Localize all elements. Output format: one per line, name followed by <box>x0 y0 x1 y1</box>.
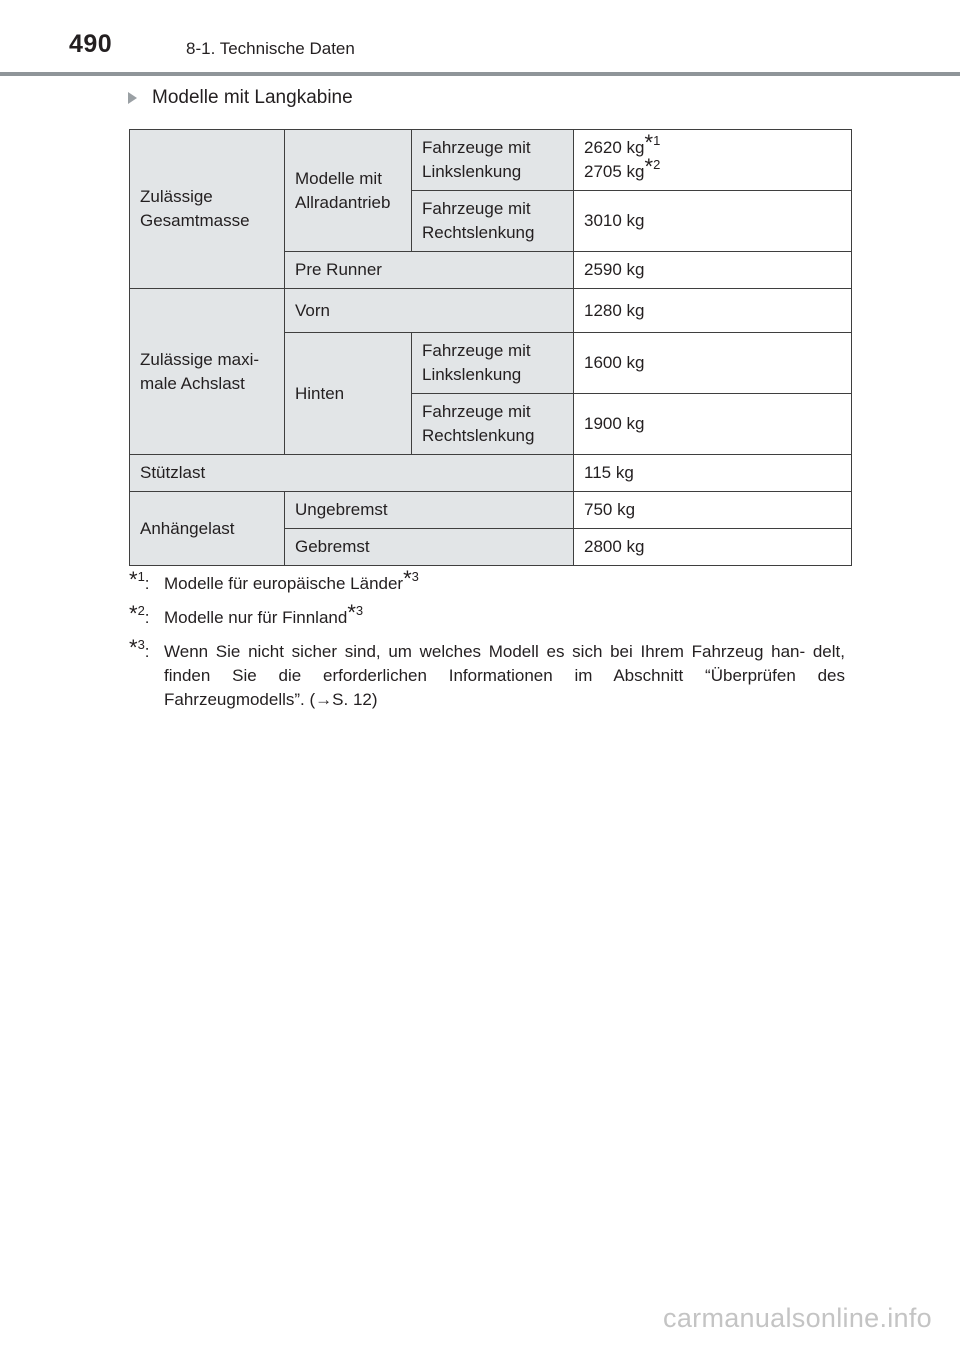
footnote-key: *$^1$: <box>129 567 150 593</box>
anhaengelast-label: Anhängelast <box>130 492 285 566</box>
footnotes <box>129 566 845 722</box>
footnote-item <box>129 635 845 712</box>
gebremst-value: 2800 kg <box>574 529 852 566</box>
allrad-label: Modelle mit Allradantrieb <box>285 130 412 252</box>
weight-spec-table <box>129 129 852 566</box>
footnote-key: *$^2$: <box>129 601 150 627</box>
footnote-item <box>129 600 845 630</box>
ungebremst-label: Ungebremst <box>285 492 574 529</box>
footnote-mark: * <box>644 154 654 179</box>
footnote-text: Modelle für europäische Länder*$^3$ <box>164 566 419 593</box>
stuetzlast-value: 115 kg <box>574 455 852 492</box>
prerunner-label: Pre Runner <box>285 252 574 289</box>
gebremst-label: Gebremst <box>285 529 574 566</box>
footnote-text: Modelle nur für Finnland*$^3$ <box>164 600 364 627</box>
section-title: 8-1. Technische Daten <box>186 39 355 58</box>
subsection-title-text: Modelle mit Langkabine <box>152 87 353 108</box>
footnote-item <box>129 566 845 596</box>
gesamtmasse-label: Zulässige Gesamtmasse <box>130 130 285 289</box>
footnote-mark: * <box>644 130 654 155</box>
vorn-label: Vorn <box>285 289 574 333</box>
watermark: carmanualsonline.info <box>663 1303 932 1333</box>
links-label: Fahrzeuge mit Linkslenkung <box>412 130 574 191</box>
footnote-key: *$^3$: <box>129 635 150 661</box>
links-value-1: 2620 kg <box>584 138 645 157</box>
footnote-ref: 2 <box>653 157 661 172</box>
table-row <box>130 130 852 191</box>
hinten-rechts-value: 1900 kg <box>574 394 852 455</box>
prerunner-value: 2590 kg <box>574 252 852 289</box>
page-header <box>0 0 960 78</box>
page-number: 490 <box>69 30 113 58</box>
header-divider <box>0 72 960 76</box>
triangle-bullet-icon <box>128 92 137 104</box>
hinten-links-value: 1600 kg <box>574 333 852 394</box>
links-value-cell <box>574 130 852 191</box>
table-row <box>130 455 852 492</box>
hinten-links-label: Fahrzeuge mit Linkslenkung <box>412 333 574 394</box>
table-row <box>130 492 852 529</box>
hinten-label: Hinten <box>285 333 412 455</box>
footnote-ref: 1 <box>653 133 661 148</box>
rechts-label: Fahrzeuge mit Rechtslenkung <box>412 191 574 252</box>
table-row <box>130 289 852 333</box>
vorn-value: 1280 kg <box>574 289 852 333</box>
footnote-text: Wenn Sie nicht sicher sind, um welches Modell es sich bei Ihrem Fahrzeug han- delt, finden Sie die erforderlichen Informationen im Abschnitt “Überprüfen des Fahrzeugmodells”. (→S. 12) <box>164 642 845 709</box>
rechts-value: 3010 kg <box>574 191 852 252</box>
subsection-title <box>128 87 353 109</box>
links-value-2: 2705 kg <box>584 162 645 181</box>
ungebremst-value: 750 kg <box>574 492 852 529</box>
achslast-label: Zulässige maxi- male Achslast <box>130 289 285 455</box>
stuetzlast-label: Stützlast <box>130 455 574 492</box>
hinten-rechts-label: Fahrzeuge mit Rechtslenkung <box>412 394 574 455</box>
